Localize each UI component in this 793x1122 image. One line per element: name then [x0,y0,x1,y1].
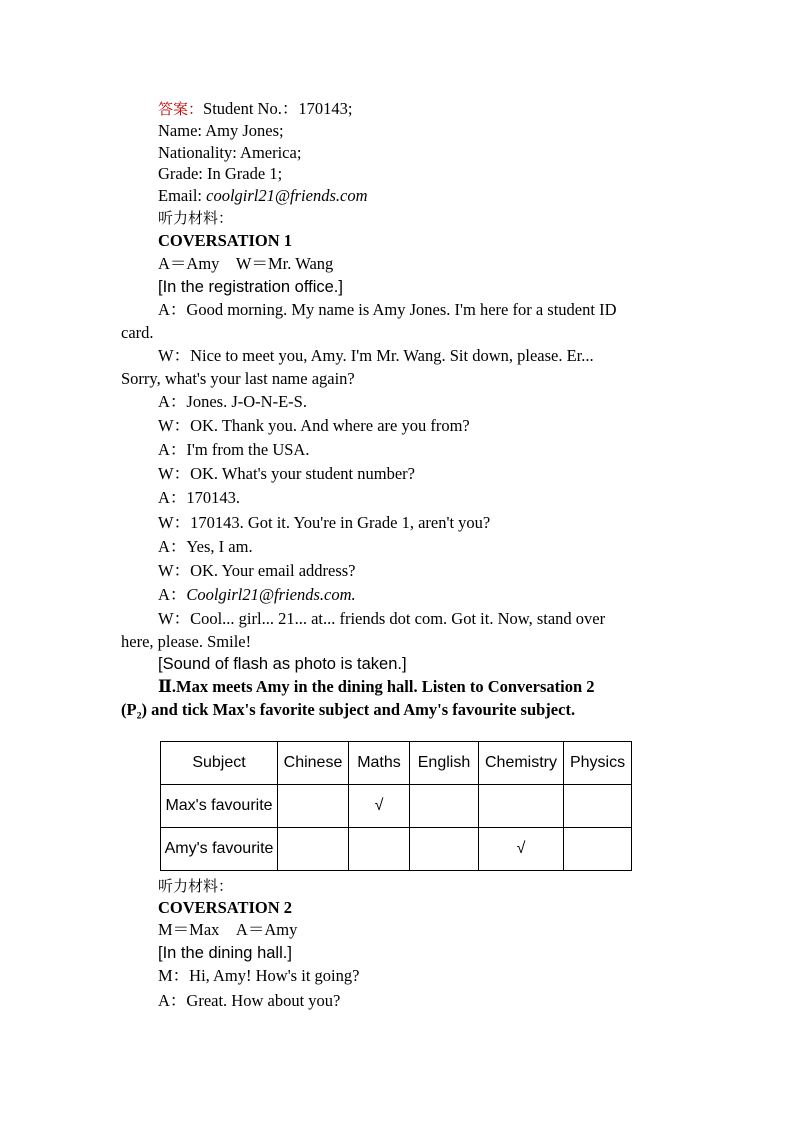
dialogue-line: W：OK. Thank you. And where are you from? [158,416,470,435]
table-cell [278,828,349,871]
dialogue-line: M：Hi, Amy! How's it going? [158,966,360,985]
conversation-1-sound: [Sound of flash as photo is taken.] [158,655,407,673]
dialogue-line: A：Great. How about you? [158,991,341,1010]
table-row [161,828,632,871]
table-cell [349,828,410,871]
header-english: English [410,742,479,785]
dialogue-line: A：I'm from the USA. [158,440,310,459]
table-cell [564,785,632,828]
table-cell [278,785,349,828]
table-cell [410,785,479,828]
answer-email [158,185,368,207]
dialogue-line: Sorry, what's your last name again? [121,369,355,388]
dialogue-line: here, please. Smile! [121,632,252,651]
material-label-1: 听力材料： [158,209,234,227]
dialogue-line: A：Jones. J-O-N-E-S. [158,392,307,411]
email-value: coolgirl21@friends.com [206,186,368,205]
dialogue-line: A：Good morning. My name is Amy Jones. I'm here for a student ID [158,300,617,319]
material-label-2: 听力材料： [158,877,234,895]
answer-nationality: Nationality: America; [158,143,302,162]
header-maths: Maths [349,742,410,785]
conversation-1-scene: [In the registration office.] [158,278,343,296]
speaker: A： [158,585,187,604]
dialogue-line: A：Yes, I am. [158,537,253,556]
header-chemistry: Chemistry [479,742,564,785]
dialogue-line-email [158,584,356,606]
table-cell [479,785,564,828]
conversation-1-roles: A＝Amy W＝Mr. Wang [158,254,334,273]
header-subject: Subject [161,742,278,785]
email-prefix: Email: [158,186,207,205]
table-cell [564,828,632,871]
dialogue-line: card. [121,323,154,342]
dialogue-line: W：Cool... girl... 21... at... friends dot com. Got it. Now, stand over [158,609,606,628]
table-cell [410,828,479,871]
email-spoken: Coolgirl21@friends.com. [186,585,356,604]
dialogue-line: W：170143. Got it. You're in Grade 1, aren't you? [158,513,491,532]
tick-mark: √ [349,785,410,828]
dialogue-line: W：OK. Your email address? [158,561,356,580]
header-chinese: Chinese [278,742,349,785]
tick-mark: √ [479,828,564,871]
table-header-row [161,742,632,785]
dialogue-line: A：170143. [158,488,241,507]
answer-grade: Grade: In Grade 1; [158,164,283,183]
dialogue-line: W：OK. What's your student number? [158,464,415,483]
conversation-2-heading: COVERSATION 2 [158,898,293,917]
task-2-line-2: (P₂) and tick Max's favorite subject and Amy's favourite subject. [121,700,576,719]
table-row [161,785,632,828]
dialogue-line: W：Nice to meet you, Amy. I'm Mr. Wang. Sit down, please. Er... [158,346,594,365]
header-physics: Physics [564,742,632,785]
conversation-1-heading: COVERSATION 1 [158,231,293,250]
answer-name: Name: Amy Jones; [158,121,284,140]
student-no-text: Student No.：170143; [203,99,353,118]
subject-table [160,741,632,871]
row-label: Max's favourite [161,785,278,828]
answer-student-no [158,98,352,120]
row-label: Amy's favourite [161,828,278,871]
conversation-2-scene: [In the dining hall.] [158,944,292,962]
answer-label: 答案： [158,100,204,118]
conversation-2-roles: M＝Max A＝Amy [158,920,298,939]
task-2-line-1: Ⅱ.Max meets Amy in the dining hall. Listen to Conversation 2 [158,677,595,696]
